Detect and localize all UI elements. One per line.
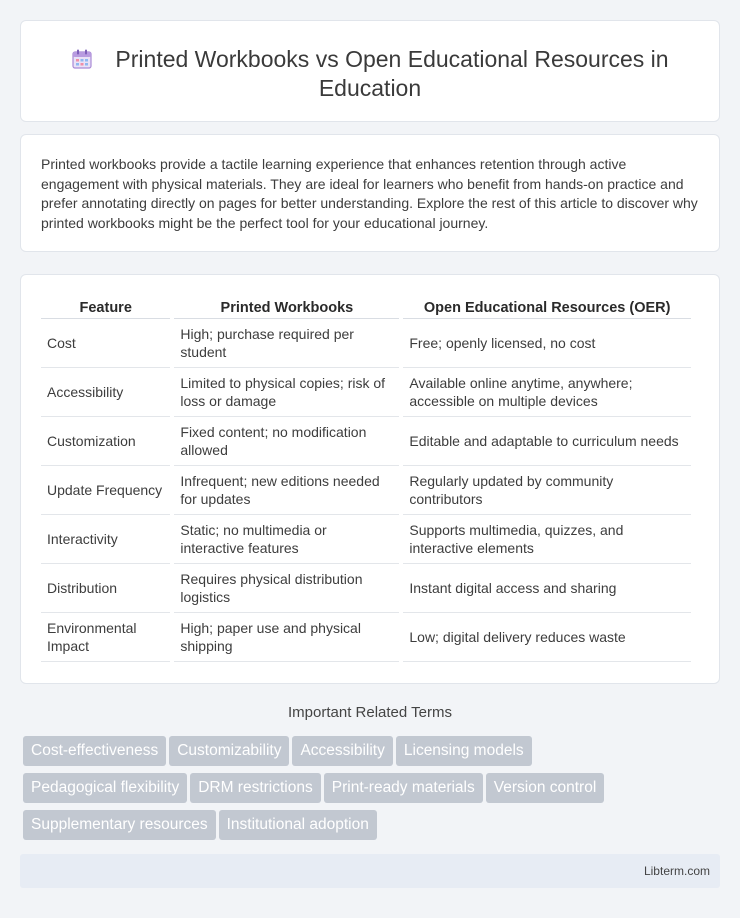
comparison-table [37,295,695,662]
tag-row [23,810,723,847]
printed-cell: Fixed content; no modification allowed [174,417,399,466]
feature-cell: Interactivity [41,515,170,564]
tag-row [23,736,723,773]
title-line-2: Education [318,75,422,101]
table-row [41,613,691,662]
feature-cell: Update Frequency [41,466,170,515]
printed-cell: Limited to physical copies; risk of loss or damage [174,368,399,417]
footer-site-link[interactable]: Libterm.com [643,864,710,878]
oer-cell: Free; openly licensed, no cost [403,319,691,368]
header-printed-workbooks: Printed Workbooks [174,295,399,319]
tag-customizability[interactable]: Customizability [169,736,289,766]
header-feature: Feature [41,295,170,319]
footer [20,854,720,888]
tag-accessibility[interactable]: Accessibility [292,736,392,766]
table-row [41,564,691,613]
tag-supplementary-resources[interactable]: Supplementary resources [23,810,216,840]
table-row [41,466,691,515]
printed-cell: High; paper use and physical shipping [174,613,399,662]
table-row [41,368,691,417]
feature-cell: Distribution [41,564,170,613]
printed-cell: Requires physical distribution logistics [174,564,399,613]
tag-drm-restrictions[interactable]: DRM restrictions [190,773,321,803]
header-oer: Open Educational Resources (OER) [403,295,691,319]
feature-cell: Accessibility [41,368,170,417]
oer-cell: Editable and adaptable to curriculum needs [403,417,691,466]
oer-cell: Available online anytime, anywhere; accessible on multiple devices [403,368,691,417]
printed-cell: Infrequent; new editions needed for updates [174,466,399,515]
table-header-row [41,295,691,319]
feature-cell: Customization [41,417,170,466]
tag-cost-effectiveness[interactable]: Cost-effectiveness [23,736,166,766]
title-line-1: Printed Workbooks vs Open Educational Resources in [115,46,669,72]
comparison-card [20,274,720,684]
oer-cell: Instant digital access and sharing [403,564,691,613]
feature-cell: Environmental Impact [41,613,170,662]
title-card [20,20,720,122]
oer-cell: Regularly updated by community contributors [403,466,691,515]
tag-row [23,773,723,810]
tag-print-ready-materials[interactable]: Print-ready materials [324,773,483,803]
printed-cell: High; purchase required per student [174,319,399,368]
tag-pedagogical-flexibility[interactable]: Pedagogical flexibility [23,773,187,803]
printed-cell: Static; no multimedia or interactive features [174,515,399,564]
page-title [21,45,719,103]
table-row [41,515,691,564]
intro-card [20,134,720,252]
oer-cell: Supports multimedia, quizzes, and interactive elements [403,515,691,564]
table-row [41,319,691,368]
related-terms-heading: Important Related Terms [288,704,452,721]
feature-cell: Cost [41,319,170,368]
tag-version-control[interactable]: Version control [486,773,605,803]
oer-cell: Low; digital delivery reduces waste [403,613,691,662]
related-terms-tags [23,736,723,847]
table-row [41,417,691,466]
calendar-icon [71,48,93,70]
tag-licensing-models[interactable]: Licensing models [396,736,532,766]
intro-paragraph: Printed workbooks provide a tactile learning experience that enhances retention through active engagement with physical materials. They are ideal for learners who benefit from hands-on practice and prefer annotating directly on pages for better understanding. Explore the rest of this article to discover why printed workbooks might be the perfect tool for your educational journey. [41,156,698,231]
tag-institutional-adoption[interactable]: Institutional adoption [219,810,377,840]
